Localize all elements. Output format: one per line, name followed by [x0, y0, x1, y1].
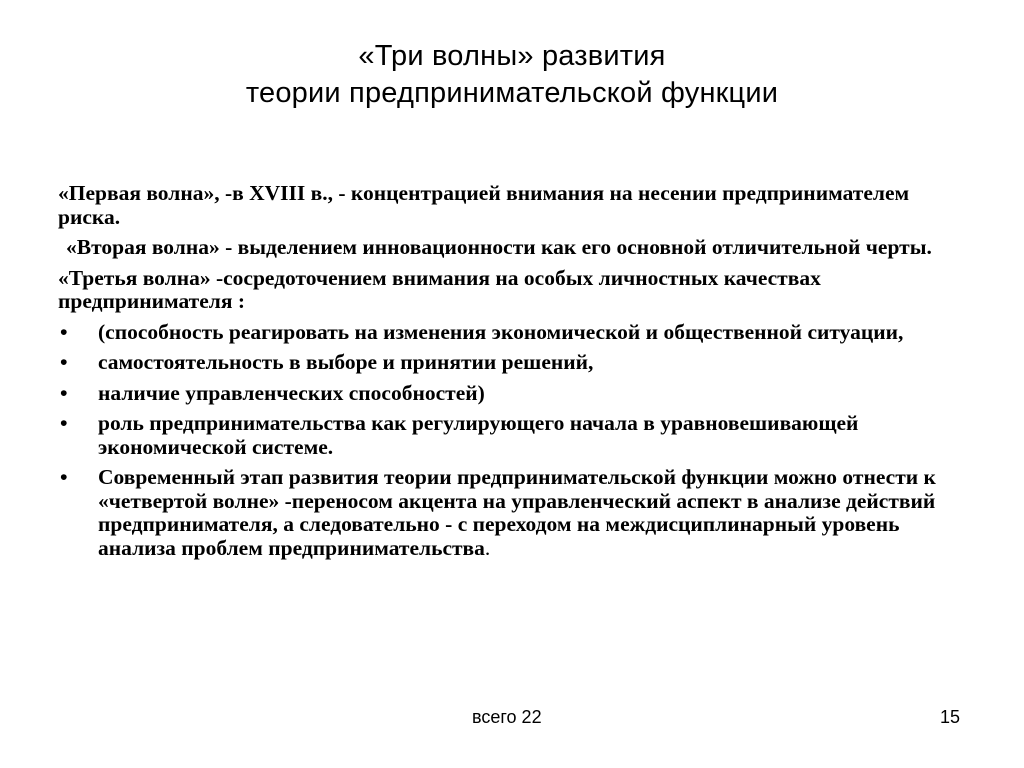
bullet-text: самостоятельность в выборе и принятии решений, [98, 350, 594, 374]
slide-title [0, 38, 1024, 112]
bullet-text: (способность реагировать на изменения экономической и общественной ситуации, [98, 319, 904, 344]
bullet-item-independence [58, 351, 958, 375]
slide-body [58, 182, 958, 567]
slide-title-line-1: «Три волны» развития [358, 40, 666, 72]
bullet-text-period: . [484, 535, 491, 560]
bullet-icon: • [60, 319, 68, 344]
bullet-text: роль предпринимательства как регулирующего начала в уравновешивающей экономической системе. [98, 411, 859, 459]
bullet-item-regulating-role [58, 412, 958, 459]
bullet-text: наличие управленческих способностей) [98, 380, 485, 405]
bullet-item-fourth-wave [58, 466, 958, 560]
paragraph-third-wave: «Третья волна» -сосредоточением внимания на особых личностных качествах предпринимателя : [58, 265, 821, 313]
page-number: 15 [940, 707, 961, 727]
bullet-item-ability [58, 321, 958, 345]
bullet-icon: • [60, 465, 68, 489]
bullet-item-management [58, 382, 958, 406]
footer-total-slides: всего 22 [472, 707, 542, 727]
bullet-list [58, 321, 958, 561]
bullet-icon: • [60, 411, 68, 435]
paragraph-second-wave: «Вторая волна» - выделением инновационности как его основной отличительной черты. [66, 235, 932, 259]
paragraph-first-wave: «Первая волна», -в XVIII в., - концентрацией внимания на несении предпринимателем риска. [58, 181, 910, 229]
bullet-text: Современный этап развития теории предпринимательской функции можно отнести к «четвертой волне» -переносом акцента на управленческий аспект в анализе действий предпринимателя, а следовательно - с переходом на междисциплинарный уровень анализа проблем предпринимательства [98, 465, 936, 560]
bullet-icon: • [60, 350, 68, 374]
bullet-icon: • [60, 380, 68, 405]
slide-title-line-2: теории предпринимательской функции [245, 77, 779, 109]
